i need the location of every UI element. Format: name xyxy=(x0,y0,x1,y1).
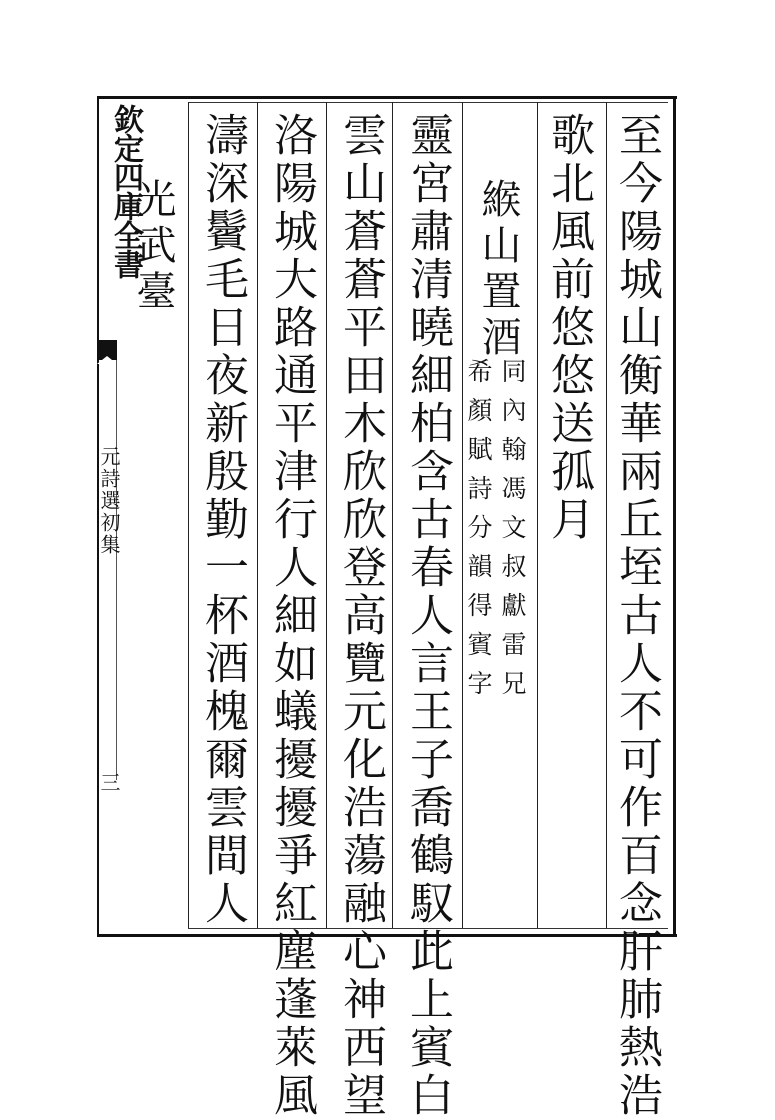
frame-bottom-rule xyxy=(97,934,677,937)
book-title: 元詩選初集 xyxy=(97,446,121,556)
frame-top-rule xyxy=(97,96,677,99)
inner-top-rule xyxy=(188,102,668,103)
library-title: 欽定四庫全書 xyxy=(108,104,143,278)
text-column-6: 洛陽城大路通平津行人細如蟻擾擾爭紅塵蓬萊風 xyxy=(266,112,317,1120)
column-rule xyxy=(326,102,327,928)
poem-title-goushan: 緱山置酒 xyxy=(475,178,521,362)
column-rule xyxy=(392,102,393,928)
fish-tail-notch xyxy=(97,356,117,364)
frame-right-rule xyxy=(673,96,676,937)
poem-note-line-1: 同內翰馮文叔獻雷兄 xyxy=(498,358,527,709)
page-number: 三 xyxy=(97,772,121,792)
column-rule xyxy=(188,102,189,928)
column-rule xyxy=(257,102,258,928)
text-column-5: 雲山蒼蒼平田木欣欣登高覽元化浩蕩融心神西望 xyxy=(335,112,386,1120)
text-column-4: 靈宮肅清曉細柏含古春人言王子喬鶴馭此上賓白 xyxy=(402,112,453,1120)
poem-title-guangwutai: 光武臺 xyxy=(130,178,176,316)
column-rule xyxy=(606,102,607,928)
spine-rule xyxy=(116,360,117,780)
text-column-7: 濤深鬢毛日夜新殷勤一杯酒槐爾雲間人 xyxy=(197,112,248,928)
text-column-1: 至今陽城山衡華兩丘垤古人不可作百念肝肺熱浩 xyxy=(611,112,662,1120)
column-rule xyxy=(537,102,538,928)
column-rule xyxy=(462,102,463,928)
text-column-2: 歌北風前悠悠送孤月 xyxy=(543,112,594,544)
poem-note-line-2: 希顏賦詩分韻得賓字 xyxy=(464,358,493,709)
